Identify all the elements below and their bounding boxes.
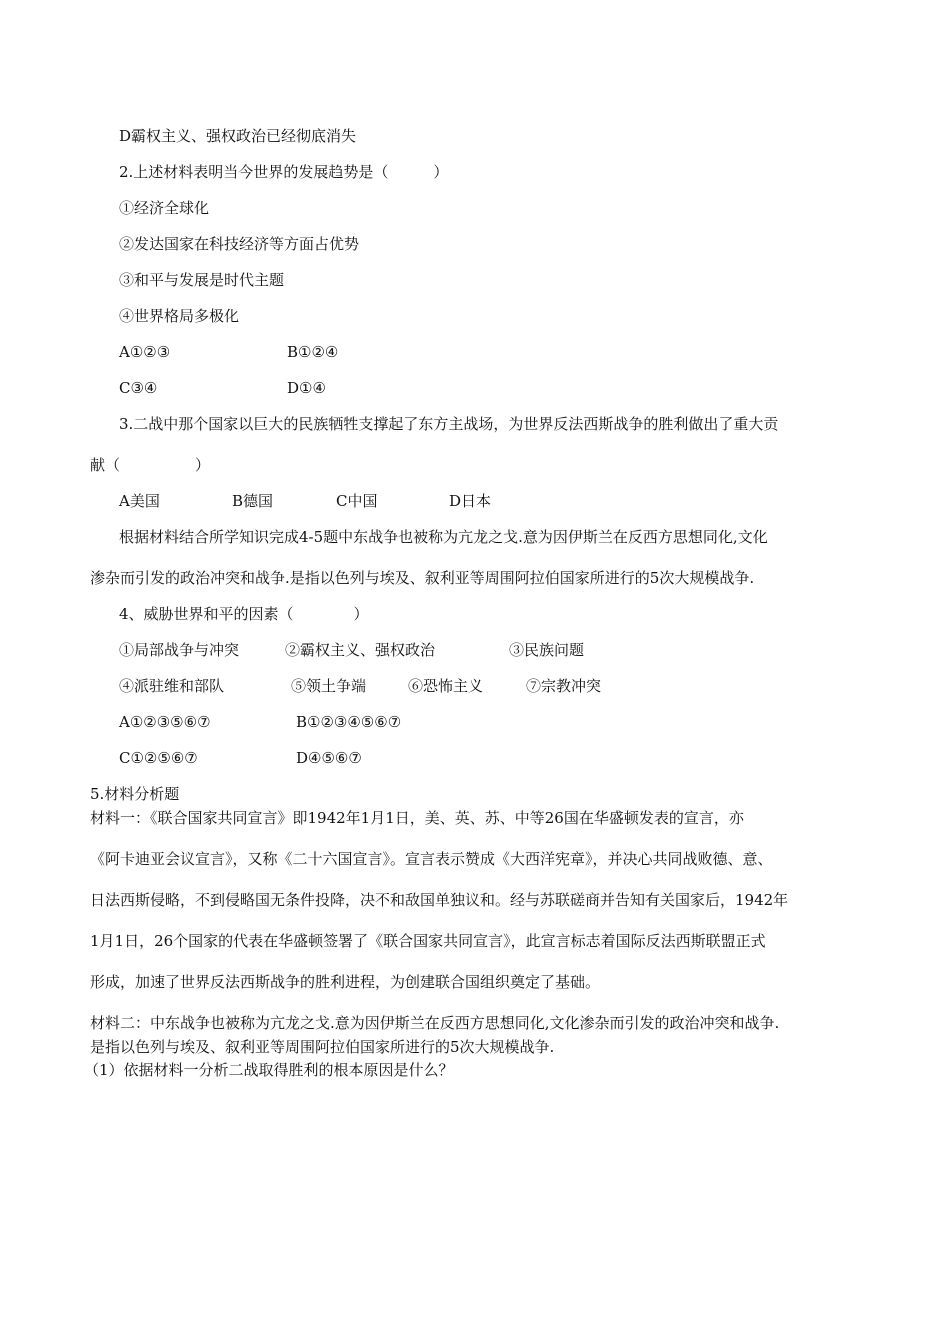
q5-title: 5.材料分析题 xyxy=(90,785,180,803)
q3-option-b: B德国 xyxy=(232,492,274,510)
q3-stem-line1: 3.二战中那个国家以巨大的民族牺牲支撑起了东方主战场，为世界反法西斯战争的胜利做出了重大贡 xyxy=(119,415,779,433)
q2-item-3: ③和平与发展是时代主题 xyxy=(119,271,285,289)
q3-stem-line2: 献（ ） xyxy=(90,456,211,474)
q5-material1-line5: 形成，加速了世界反法西斯战争的胜利进程，为创建联合国组织奠定了基础。 xyxy=(90,973,601,991)
q4-factor-5: ⑤领土争端 xyxy=(291,677,367,695)
q5-material1-line2: 《阿卡迪亚会议宣言》，又称《二十六国宣言》。宣言表示赞成《大西洋宪章》，并决心共同战败德、意、 xyxy=(90,850,773,868)
q1-option-d: D霸权主义、强权政治已经彻底消失 xyxy=(119,127,357,145)
q5-material1-line1: 材料一：《联合国家共同宣言》即1942年1月1日，美、英、苏、中等26国在华盛顿发表的宣言，亦 xyxy=(90,809,744,827)
q5-material2-line2: 是指以色列与埃及、叙利亚等周围阿拉伯国家所进行的5次大规模战争. xyxy=(90,1038,555,1056)
q4-factor-4: ④派驻维和部队 xyxy=(119,677,225,695)
q2-option-c: C③④ xyxy=(119,379,158,397)
q5-material1-line3: 日法西斯侵略，不到侵略国无条件投降，决不和敌国单独议和。经与苏联磋商并告知有关国家后，1942年 xyxy=(90,891,789,909)
q4-option-d: D④⑤⑥⑦ xyxy=(296,749,362,767)
q2-item-2: ②发达国家在科技经济等方面占优势 xyxy=(119,235,360,253)
q4-option-b: B①②③④⑤⑥⑦ xyxy=(296,713,402,731)
q5-material2-line1: 材料二：中东战争也被称为亢龙之戈.意为因伊斯兰在反西方思想同化,文化渗杂而引发的政治冲突和战争. xyxy=(90,1014,780,1032)
q3-option-a: A美国 xyxy=(119,492,160,510)
q2-stem: 2.上述材料表明当今世界的发展趋势是（ ） xyxy=(119,163,449,181)
q4-factor-3: ③民族问题 xyxy=(509,641,585,659)
q4-factor-1: ①局部战争与冲突 xyxy=(119,641,240,659)
q2-option-a: A①②③ xyxy=(119,343,171,361)
q2-option-d: D①④ xyxy=(287,379,326,397)
q4-factor-7: ⑦宗教冲突 xyxy=(526,677,602,695)
q4-stem: 4、威胁世界和平的因素（ ） xyxy=(119,605,369,623)
q3-option-c: C中国 xyxy=(336,492,378,510)
q2-item-1: ①经济全球化 xyxy=(119,199,210,217)
q4-option-a: A①②③⑤⑥⑦ xyxy=(119,713,211,731)
q2-option-b: B①②④ xyxy=(287,343,339,361)
q4-factor-6: ⑥恐怖主义 xyxy=(408,677,484,695)
q2-item-4: ④世界格局多极化 xyxy=(119,307,240,325)
intro-line1: 根据材料结合所学知识完成4-5题中东战争也被称为亢龙之戈.意为因伊斯兰在反西方思想同化,文化 xyxy=(119,528,768,546)
q5-material1-line4: 1月1日，26个国家的代表在华盛顿签署了《联合国家共同宣言》，此宣言标志着国际反法西斯联盟正式 xyxy=(90,932,766,950)
q5-sub-question-1: （1）依据材料一分析二战取得胜利的根本原因是什么？ xyxy=(84,1061,454,1079)
q4-factor-2: ②霸权主义、强权政治 xyxy=(285,641,436,659)
intro-line2: 渗杂而引发的政治冲突和战争.是指以色列与埃及、叙利亚等周围阿拉伯国家所进行的5次大规模战争. xyxy=(90,569,755,587)
q4-option-c: C①②⑤⑥⑦ xyxy=(119,749,198,767)
q3-option-d: D日本 xyxy=(449,492,492,510)
